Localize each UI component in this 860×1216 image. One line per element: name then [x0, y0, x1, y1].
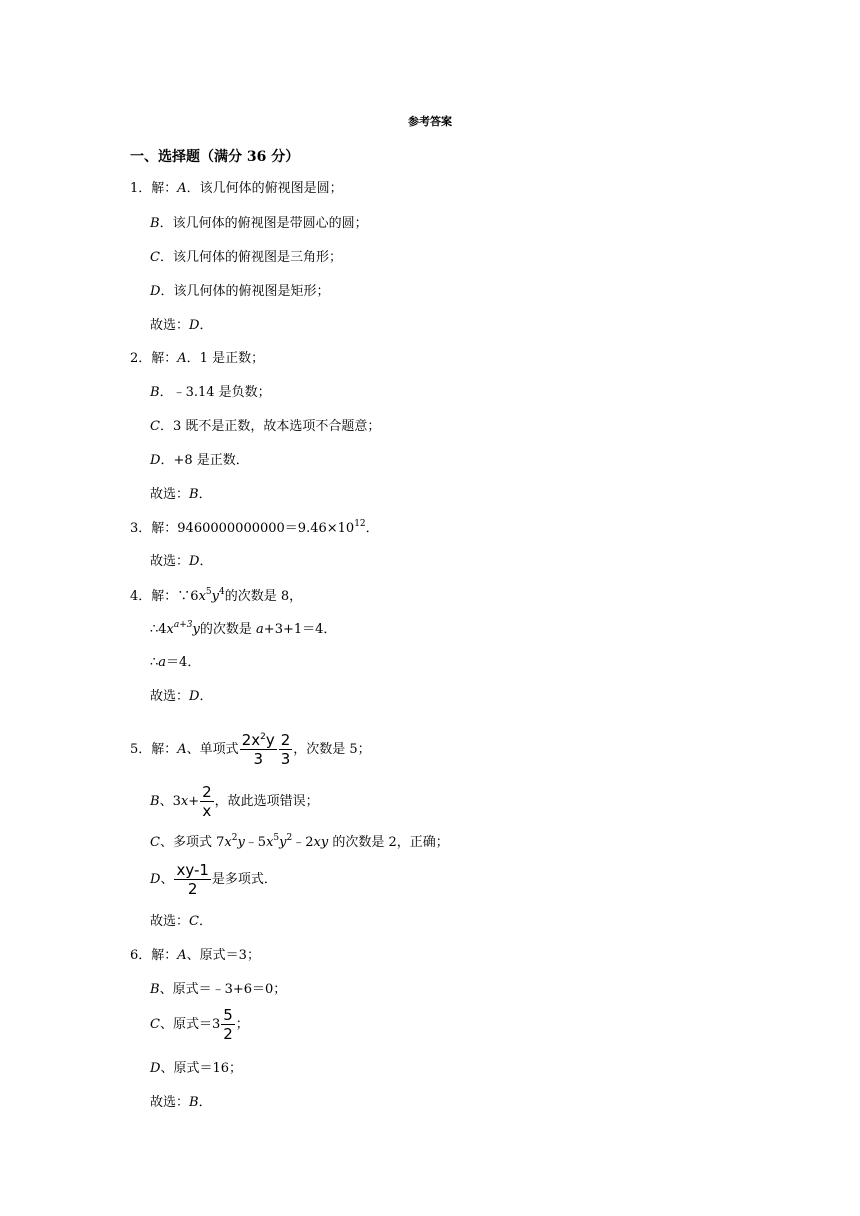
- q6-option-letter-b: B: [150, 982, 160, 997]
- q1-option-letter-d: D: [150, 284, 161, 299]
- q5-option-b-text: ，故此选项错误；: [214, 794, 319, 809]
- q6-label: 6．解：: [130, 948, 178, 963]
- q5-option-text-a: 、单项式: [186, 742, 239, 757]
- q5-option-b-pre: 、3: [159, 794, 181, 809]
- q2-line-b: [150, 384, 271, 402]
- q6-answer: [150, 1094, 212, 1112]
- q3-exponent: 12: [354, 519, 366, 529]
- q5-option-c-text2: ﹣5: [244, 835, 267, 850]
- q1-option-letter-a: A: [177, 181, 187, 196]
- q5-option-c-sup2b: 2: [286, 833, 293, 843]
- q5-answer-period: ．: [198, 914, 212, 929]
- q6-option-letter-d: D: [150, 1061, 161, 1076]
- q2-option-text-d: ．+8 是正数．: [160, 453, 249, 468]
- q5-fraction-b: [200, 783, 214, 820]
- q3-answer: [150, 553, 212, 571]
- q2-line-a: [130, 350, 264, 368]
- q6-option-text-b: 、原式＝﹣3+6＝0；: [159, 982, 287, 997]
- q2-option-text-a: ．1 是正数；: [186, 351, 265, 366]
- q5-frac-b-num: 2: [202, 783, 212, 801]
- q1-option-text-c: ．该几何体的俯视图是三角形；: [159, 250, 342, 265]
- q5-line-c: C、多项式 $7x^2y﹣5x^5y^2﹣2xy$ 的次数是 2，正确；: [150, 833, 449, 850]
- q5-frac-a-den1: 3: [253, 750, 263, 768]
- q4-var-x-2: x: [166, 622, 174, 637]
- q5-frac-a-num1: 2x: [241, 731, 261, 749]
- q4-var-a-2: a: [158, 655, 167, 670]
- q3-answer-choice: D: [189, 554, 200, 569]
- q4-degree-eq: +3+1＝4．: [263, 622, 337, 637]
- q1-option-text-b: ．该几何体的俯视图是带圆心的圆；: [159, 216, 368, 231]
- q6-answer-label: 故选：: [150, 1095, 190, 1110]
- q4-exp-4: 4: [219, 587, 225, 597]
- q1-option-letter-b: B: [150, 216, 160, 231]
- q1-option-text-a: ．该几何体的俯视图是圆；: [186, 181, 343, 196]
- q6-option-letter-a: A: [177, 948, 187, 963]
- q3-answer-label: 故选：: [150, 554, 190, 569]
- q4-degree-mid: 的次数是: [199, 622, 257, 637]
- q4-answer-period: ．: [199, 689, 213, 704]
- q5-frac-a-sup: 2: [260, 732, 266, 742]
- q5-answer: [150, 913, 212, 931]
- q2-answer: [150, 486, 212, 504]
- q1-answer: [150, 317, 212, 335]
- q5-option-c-xy: xy: [313, 835, 329, 850]
- q5-option-c-sup2: 2: [231, 833, 238, 843]
- q2-option-letter-c: C: [150, 419, 160, 434]
- q5-fraction-a2: [279, 731, 293, 768]
- q2-option-letter-a: A: [177, 351, 187, 366]
- q1-label: 1．解：: [130, 181, 178, 196]
- q5-option-c-text3: ﹣2: [292, 835, 314, 850]
- q5-option-letter-d: D: [150, 872, 161, 887]
- q4-therefore: ∴: [150, 655, 159, 670]
- q6-option-text-d: 、原式＝16；: [160, 1061, 242, 1076]
- q4-var-y: y: [211, 589, 219, 604]
- q4-line-2: [150, 621, 336, 639]
- q6-line-b: [150, 981, 286, 999]
- q2-answer-label: 故选：: [150, 487, 190, 502]
- q5-option-d-pre: 、: [160, 872, 174, 887]
- q4-label: 4．解：: [130, 589, 178, 604]
- q4-answer-label: 故选：: [150, 689, 190, 704]
- q4-answer: [150, 688, 212, 706]
- q3-label: 3．解：: [130, 521, 178, 536]
- q4-var-x: x: [198, 589, 206, 604]
- q6-option-letter-c: C: [150, 1017, 160, 1032]
- q6-option-c-post: ；: [235, 1017, 249, 1032]
- q4-line-3: [150, 654, 200, 672]
- q4-exp-a3: a+3: [173, 620, 193, 630]
- q2-option-text-b: ．﹣3.14 是负数；: [159, 385, 271, 400]
- q1-option-text-d: ．该几何体的俯视图是矩形；: [160, 284, 330, 299]
- q3-expression: 9460000000000＝9.46×10: [177, 521, 355, 536]
- q4-answer-choice: D: [189, 689, 200, 704]
- q4-var-a: a: [256, 622, 264, 637]
- q2-option-letter-b: B: [150, 385, 160, 400]
- q5-fraction-a: [240, 731, 277, 768]
- q2-option-text-c: ．3 既不是正数，故本选项不合题意；: [159, 419, 381, 434]
- q5-option-letter-b: B: [150, 794, 160, 809]
- q5-frac-a-num2: y: [265, 731, 275, 749]
- q4-var-y-2: y: [192, 622, 200, 637]
- q3-answer-period: ．: [199, 554, 213, 569]
- q5-frac-b-den: x: [202, 802, 212, 820]
- q5-line-d: [150, 860, 277, 900]
- section-heading: 一、选择题（满分 36 分）: [130, 149, 300, 165]
- q5-option-c-text1: 、多项式 7: [159, 835, 225, 850]
- q5-answer-choice: C: [189, 914, 199, 929]
- q1-option-letter-c: C: [150, 250, 160, 265]
- q6-line-a: [130, 947, 260, 965]
- q4-therefore-coef: ∴4: [150, 622, 167, 637]
- q4-line-1: [130, 588, 302, 606]
- q1-answer-choice: D: [189, 318, 200, 333]
- q5-line-b: [150, 782, 319, 822]
- q5-option-c-sup5: 5: [273, 833, 280, 843]
- q6-frac-c-num: 5: [223, 1006, 233, 1024]
- q4-result: ＝4．: [166, 655, 201, 670]
- q6-frac-c-den: 2: [223, 1025, 233, 1043]
- q5-option-letter-a: A: [177, 742, 187, 757]
- q4-exp-5: 5: [205, 587, 212, 597]
- q2-label: 2．解：: [130, 351, 178, 366]
- q5-fraction-d: [174, 861, 210, 898]
- q6-fraction-c: [221, 1006, 235, 1043]
- q5-option-d-text: 是多项式．: [211, 872, 277, 887]
- q2-answer-period: ．: [198, 487, 212, 502]
- q5-frac-a-den2: 3: [280, 750, 291, 768]
- q6-option-c-pre: 、原式＝3: [159, 1017, 221, 1032]
- q5-option-b-x: x: [180, 794, 189, 809]
- q5-label: 5．解：: [130, 742, 178, 757]
- page-title: 参考答案: [408, 115, 452, 128]
- q5-frac-d-num: xy-1: [176, 861, 209, 879]
- q6-line-d: [150, 1060, 242, 1078]
- q2-option-letter-d: D: [150, 453, 161, 468]
- q3-period: ．: [365, 521, 379, 536]
- q2-line-d: [150, 452, 249, 470]
- q6-line-c: [150, 1005, 249, 1045]
- q5-line-a: [130, 730, 371, 770]
- q5-option-letter-c: C: [150, 835, 160, 850]
- q5-frac-a-num3: 2: [280, 731, 291, 749]
- q5-answer-label: 故选：: [150, 914, 190, 929]
- q5-option-a-degree: ，次数是 5；: [293, 742, 371, 757]
- q5-frac-d-den: 2: [187, 880, 198, 898]
- q5-option-b-plus: +: [188, 794, 200, 809]
- q1-line-c: [150, 249, 342, 267]
- q2-line-c: [150, 418, 380, 436]
- q4-degree-text: 的次数是 8，: [224, 589, 303, 604]
- q6-answer-choice: B: [189, 1095, 199, 1110]
- q1-line-d: [150, 283, 329, 301]
- q1-line-a: [130, 180, 343, 198]
- q1-line-b: [150, 215, 368, 233]
- q3-line: [130, 520, 379, 538]
- q5-option-c-text4: 的次数是 2，正确；: [328, 835, 449, 850]
- q1-answer-label: 故选：: [150, 318, 190, 333]
- q6-answer-period: ．: [198, 1095, 212, 1110]
- q4-because-coef: ∵6: [177, 589, 199, 604]
- q6-option-text-a: 、原式＝3；: [186, 948, 260, 963]
- q2-answer-choice: B: [189, 487, 199, 502]
- q1-answer-period: ．: [199, 318, 213, 333]
